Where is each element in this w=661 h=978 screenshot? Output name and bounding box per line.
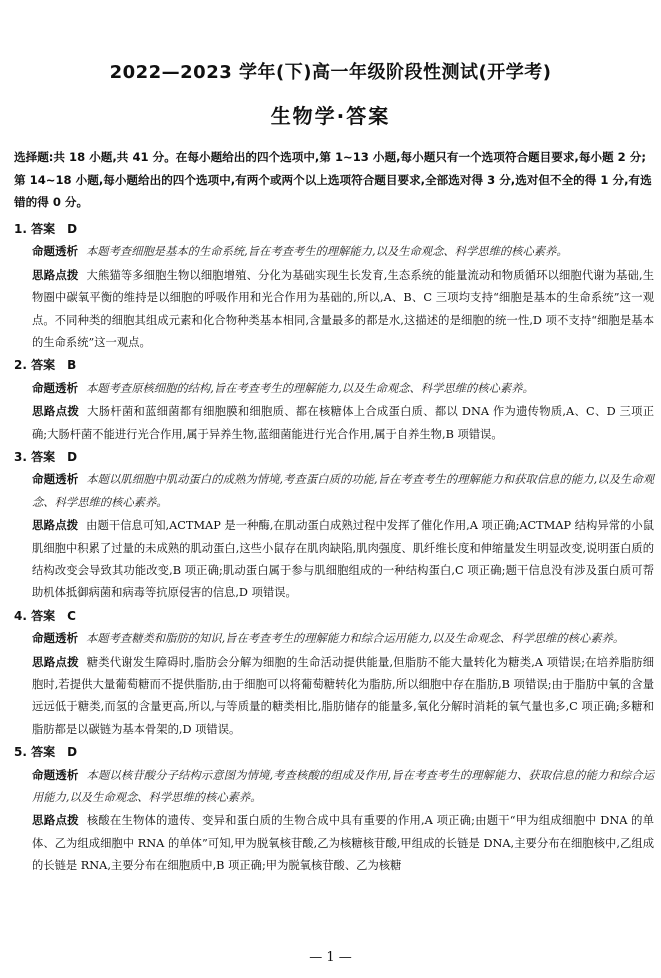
hint-text: 糖类代谢发生障碍时,脂肪会分解为细胞的生命活动提供能量,但脂肪不能大量转化为糖类,A 项错误;在培养脂肪细胞时,若提供大量葡萄糖而不提供脂肪,由于细胞可以将葡萄糖转化为脂肪,所以细胞中存在脂肪,B 项错误;由于脂肪中氧的含量远远低于糖类,而氢的含量更高,所以,与等质量的糖类相比,脂肪储存的能量多,氧化分解时消耗的氧气量也多,C 项正确;多糖和脂肪都是以碳链为基本骨架的,D 项错误。 — [32, 655, 654, 736]
intent-text: 本题考查原核细胞的结构,旨在考查考生的理解能力,以及生命观念、科学思维的核心素养。 — [86, 381, 534, 395]
hint-label: 思路点拨 — [32, 518, 79, 533]
question-answer-heading: 3. 答案 D — [14, 450, 78, 465]
intent-label: 命题透析 — [32, 472, 79, 487]
intent-label: 命题透析 — [32, 767, 79, 782]
question-block — [14, 605, 654, 741]
question-answer-heading: 1. 答案 D — [14, 222, 78, 236]
intent-paragraph — [14, 468, 654, 514]
page-number: — 1 — — [309, 950, 352, 965]
intent-label: 命题透析 — [32, 631, 78, 646]
intent-paragraph — [14, 627, 654, 650]
intent-paragraph — [14, 240, 654, 263]
hint-paragraph — [14, 264, 654, 355]
intent-text: 本题以肌细胞中肌动蛋白的成熟为情境,考查蛋白质的功能,旨在考查考生的理解能力和获取信息的能力,以及生命观念、科学思维的核心素养。 — [32, 473, 655, 509]
hint-text: 由题干信息可知,ACTMAP 是一种酶,在肌动蛋白成熟过程中发挥了催化作用,A 项正确;ACTMAP 结构异常的小鼠肌细胞中积累了过量的未成熟的肌动蛋白,这些小鼠存在肌肉缺陷,肌肉强度、肌纤维长度和伸缩量发生明显改变,说明蛋白质的结构改变会导致其功能改变,B 项正确;肌动蛋白属于参与肌细胞组成的一种结构蛋白,C 项正确;题干信息没有涉及蛋白质可帮助机体抵御病菌和病毒等抗原侵害的信息,D 项错误。 — [32, 519, 655, 600]
question-block — [14, 354, 654, 446]
hint-text: 核酸在生物体的遗传、变异和蛋白质的生物合成中具有重要的作用,A 项正确;由题干“甲为组成细胞中 DNA 的单体、乙为组成细胞中 RNA 的单体”可知,甲为脱氧核苷酸,乙为核糖核苷酸,甲组成的长链是 DNA,主要分布在细胞核中,乙组成的长链是 RNA,主要分布在细胞质中,B 项正确;甲为脱氧核苷酸、乙为核糖 — [32, 814, 654, 873]
question-block — [14, 741, 654, 877]
intent-paragraph — [14, 377, 654, 400]
question-answer-heading: 5. 答案 D — [14, 745, 78, 760]
intent-label: 命题透析 — [32, 380, 78, 395]
hint-paragraph — [14, 400, 654, 446]
intent-text: 本题考查细胞是基本的生命系统,旨在考查考生的理解能力,以及生命观念、科学思维的核心素养。 — [86, 245, 568, 259]
intent-paragraph — [14, 764, 654, 810]
hint-paragraph — [14, 651, 654, 742]
question-answer-heading: 4. 答案 C — [14, 608, 76, 623]
exam-title: 2022—2023 学年(下)高一年级阶段性测试(开学考) — [109, 62, 552, 83]
hint-label: 思路点拨 — [32, 654, 79, 669]
question-block — [14, 218, 654, 354]
hint-label: 思路点拨 — [32, 267, 79, 282]
answers-list — [14, 218, 654, 878]
intent-label: 命题透析 — [32, 244, 78, 259]
hint-paragraph — [14, 809, 654, 877]
hint-text: 大熊猫等多细胞生物以细胞增殖、分化为基础实现生长发育,生态系统的能量流动和物质循环以细胞代谢为基础,生物圈中碳氧平衡的维持是以细胞的呼吸作用和光合作用为基础的,所以,A、B、C 三项均支持“细胞是基本的生命系统”这一观点。不同种类的细胞其组成元素和化合物种类基本相同,含量最多的都是水,这描述的是细胞的统一性,D 项不支持“细胞是基本的生命系统”这一观点。 — [32, 268, 655, 350]
intent-text: 本题以核苷酸分子结构示意图为情境,考查核酸的组成及作用,旨在考查考生的理解能力、获取信息的能力和综合运用能力,以及生命观念、科学思维的核心素养。 — [32, 768, 655, 805]
subject-subtitle: 生物学·答案 — [270, 104, 391, 128]
question-answer-heading: 2. 答案 B — [14, 358, 77, 373]
question-block — [14, 446, 654, 605]
hint-paragraph — [14, 514, 654, 605]
instructions-paragraph: 选择题:共 18 小题,共 41 分。在每小题给出的四个选项中,第 1~13 小题,每小题只有一个选项符合题目要求,每小题 2 分;第 14~18 小题,每小题给出的四个选项中,有两个或两个以上选项符合题目要求,全部选对得 3 分,选对但不全的得 1 分,有选错的得 0 分。 — [14, 150, 652, 210]
hint-text: 大肠杆菌和蓝细菌都有细胞膜和细胞质、都在核糖体上合成蛋白质、都以 DNA 作为遗传物质,A、C、D 三项正确;大肠杆菌不能进行光合作用,属于异养生物,蓝细菌能进行光合作用,属于自养生物,B 项错误。 — [32, 405, 655, 441]
hint-label: 思路点拨 — [32, 813, 79, 828]
intent-text: 本题考查糖类和脂肪的知识,旨在考查考生的理解能力和综合运用能力,以及生命观念、科学思维的核心素养。 — [86, 632, 625, 646]
hint-label: 思路点拨 — [32, 404, 80, 419]
